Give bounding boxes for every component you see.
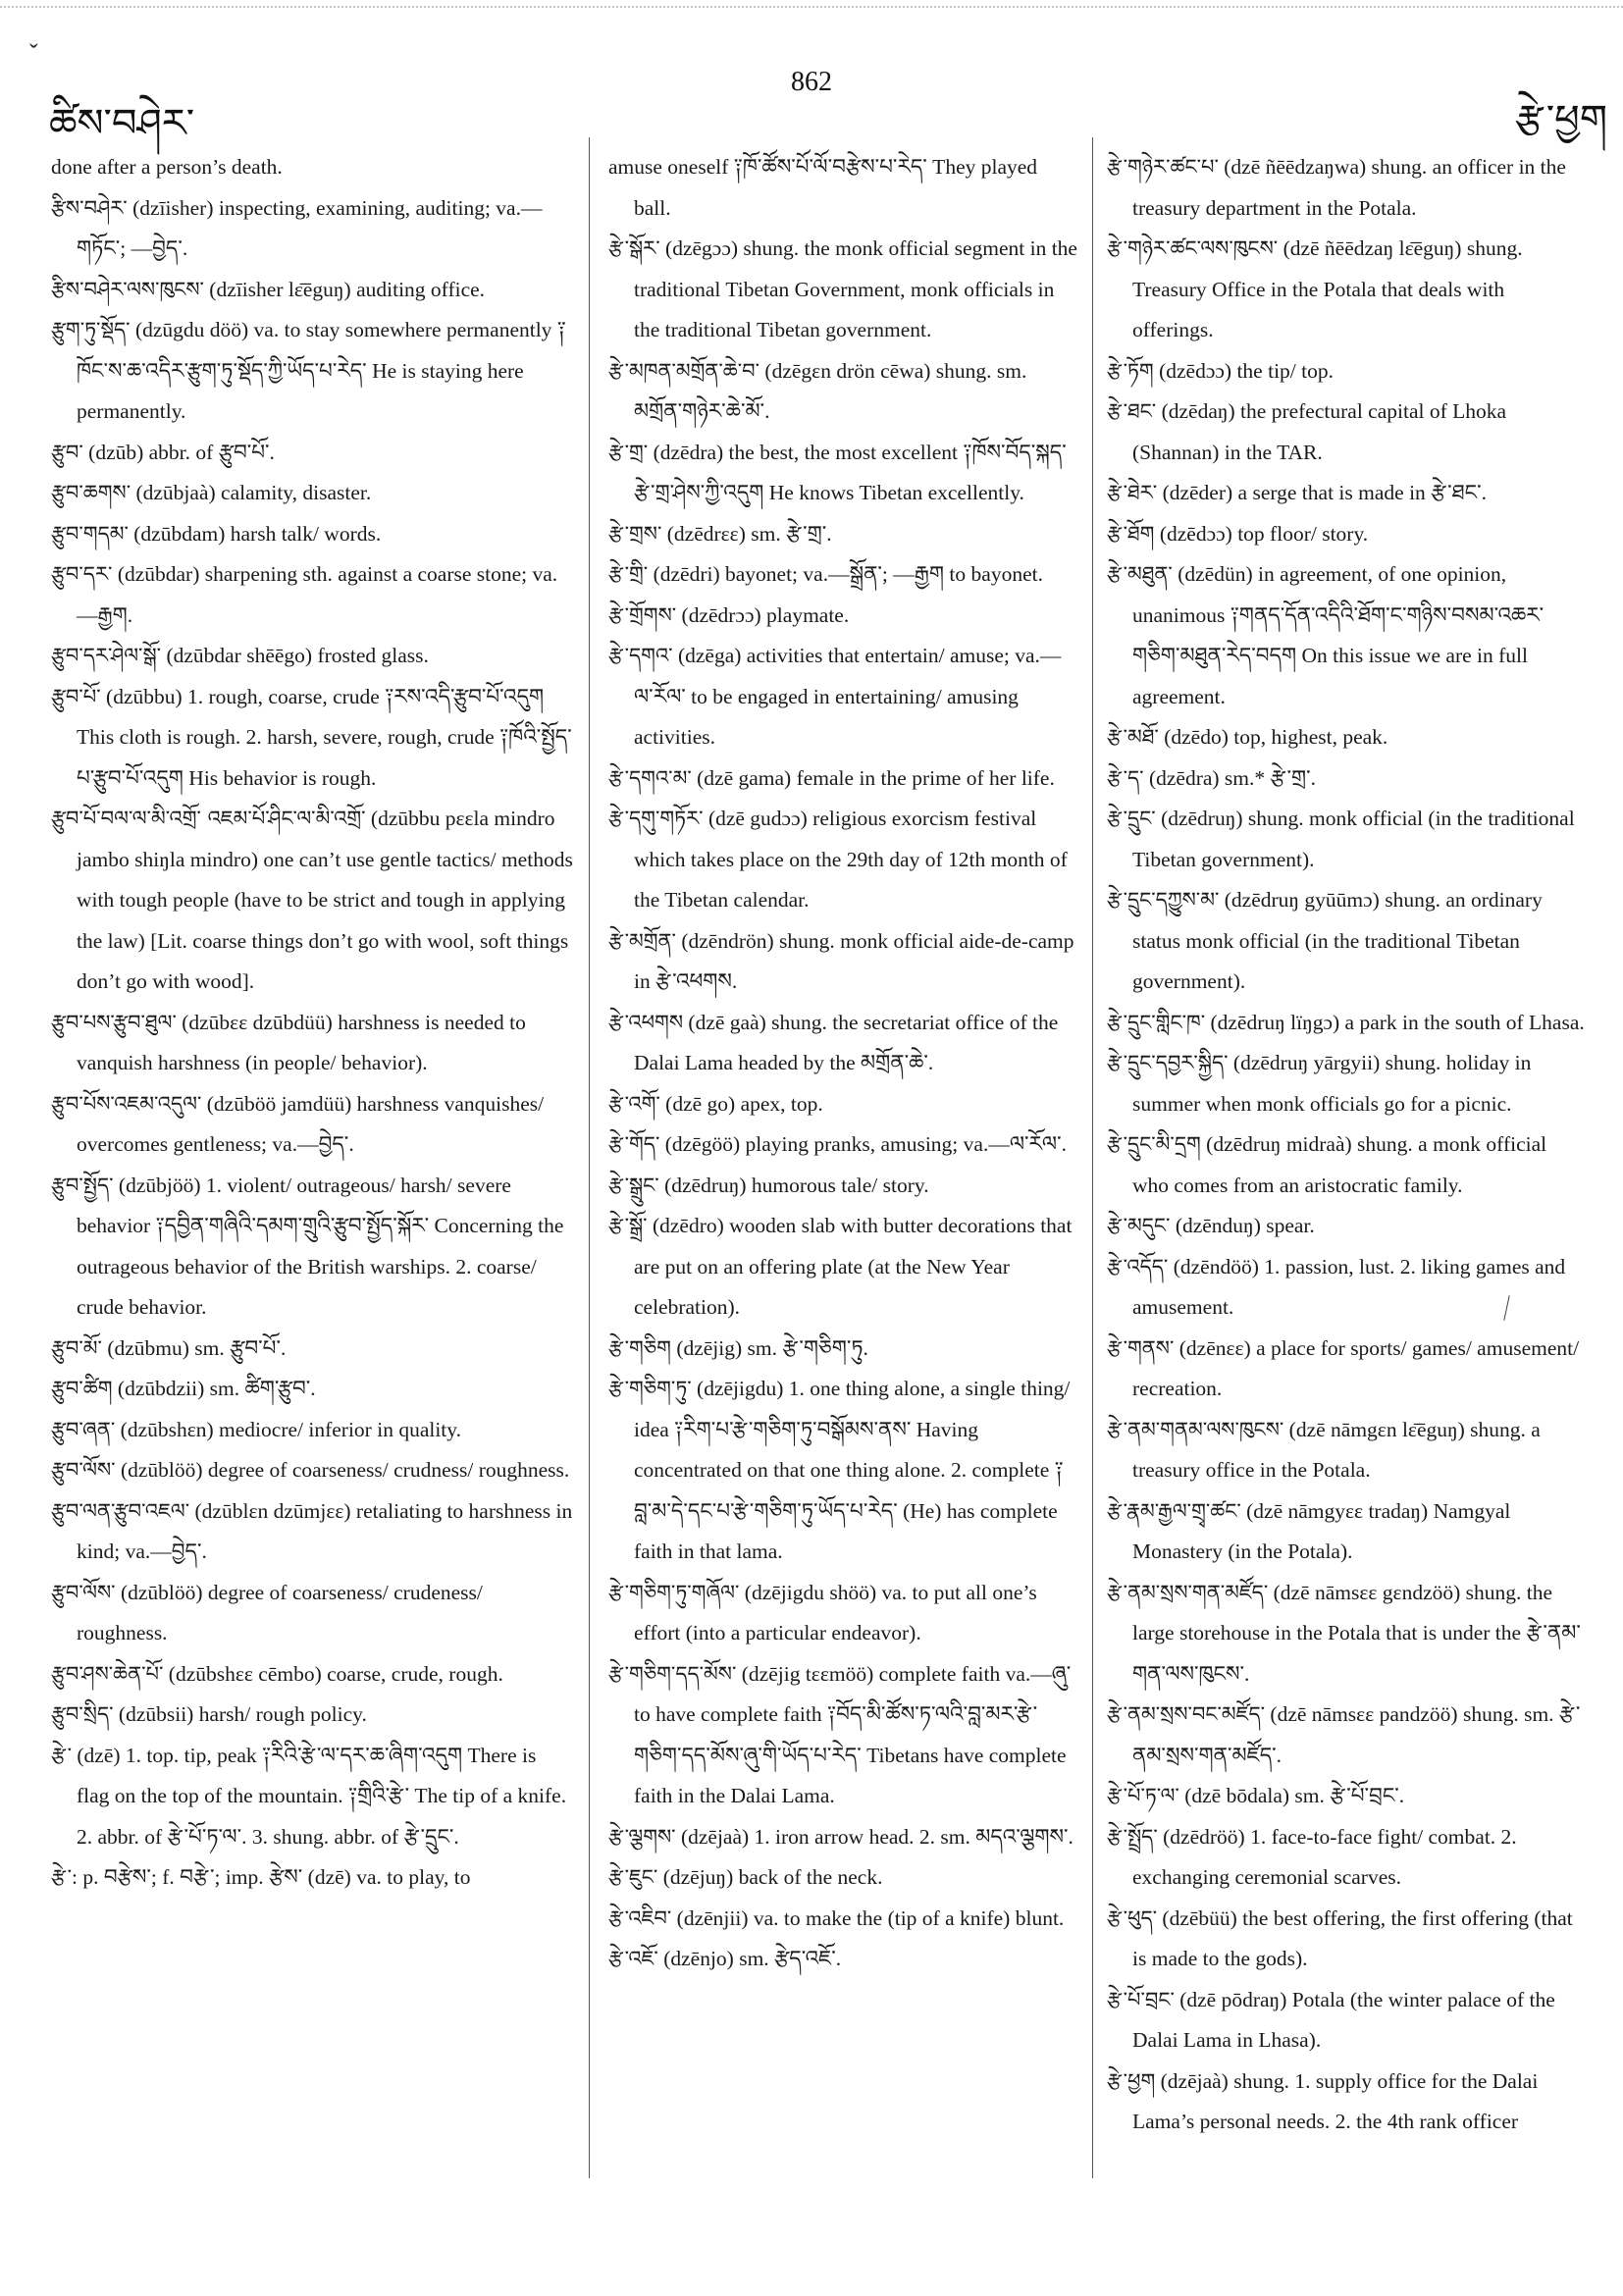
entry-definition: (dzūbdar) sharpening sth. against a coarse stone; va.—རྒྱག.	[77, 562, 558, 627]
entry-headword: རྩེ་ལྕགས་	[608, 1824, 676, 1849]
entry-headword: རྩེ་པོ་བྲང་	[1107, 1987, 1175, 2011]
entry-headword: རྩེ་ནམ་སྲས་བང་མཛོད་	[1107, 1702, 1266, 1726]
dictionary-entry	[51, 147, 573, 188]
dictionary-entry	[608, 799, 1079, 921]
dictionary-entry	[608, 1939, 1079, 1980]
entry-definition: (dzūbdam) harsh talk/ words.	[128, 521, 382, 546]
guide-word-right: རྩེ་ཕྱག	[1515, 97, 1607, 142]
dictionary-entry	[608, 229, 1079, 351]
entry-headword: རྩེ་མགྲོན་	[608, 928, 676, 953]
dictionary-entry	[608, 1084, 1079, 1125]
entry-headword: རྩེ་ཐེར་	[1107, 481, 1158, 504]
entry-definition: (dzūbmu) sm. རྩུབ་པོ་.	[101, 1335, 287, 1360]
entry-headword: རྩེ་དགའ་མ་	[608, 765, 692, 790]
entry-headword: རྩེ་གྲ་	[608, 440, 649, 464]
entry-headword: རྩེ་གྲོགས་	[608, 602, 677, 627]
dictionary-entry	[51, 1491, 573, 1573]
entry-definition: (dzē nāmgyɛɛ tradaŋ) Namgyal Monastery (in the Potala).	[1132, 1498, 1511, 1563]
dictionary-entry	[1107, 514, 1588, 555]
entry-headword: རྩེ་པོ་ཏ་ལ་	[1107, 1784, 1179, 1807]
entry-headword: རྩུབ་ལོས་	[51, 1580, 116, 1604]
entry-definition: done after a person’s death.	[51, 155, 283, 179]
entry-headword: རྩེ་དྲུང་མི་དྲག	[1107, 1132, 1201, 1156]
entry-definition: (dzūbsii) harsh/ rough policy.	[113, 1702, 367, 1726]
dictionary-entry	[1107, 1043, 1588, 1124]
entry-headword: རྩུབ་པོས་འཇམ་འདུལ་	[51, 1091, 202, 1116]
dictionary-entry	[608, 351, 1079, 433]
entry-definition: (dzūbbu) 1. rough, coarse, crude ༑རས་འདི་རྩུབ་པོ་འདུག This cloth is rough. 2. harsh, severe, rough, crude ༑ཁོའི་སྤྱོད་པ་རྩུབ་པོ་འདུག His behavior is rough.	[77, 684, 572, 790]
entry-headword: རྩུབ་ཚིག	[51, 1377, 113, 1400]
entry-definition: (dzēdɔɔ) top floor/ story.	[1154, 521, 1369, 546]
entry-definition: (dzūbshɛn) mediocre/ inferior in quality.	[115, 1417, 462, 1441]
guide-word-left: ཚིས་བཤེར་	[49, 101, 195, 146]
entry-headword: རྩེ་འཇིབ་	[608, 1905, 672, 1930]
entry-definition: (dzūbshɛɛ cēmbo) coarse, crude, rough.	[163, 1661, 503, 1686]
dictionary-entry	[1107, 1329, 1588, 1410]
entry-headword: རྩེ་གཅིག	[608, 1335, 671, 1360]
entry-definition: (dzēnjo) sm. རྩེད་འཇོ་.	[657, 1947, 842, 1970]
entry-headword: རྩུབ་སྤྱོད་	[51, 1173, 114, 1197]
entry-definition: (dzē gaà) shung. the secretariat office of the Dalai Lama headed by the མགྲོན་ཆེ་.	[634, 1010, 1059, 1074]
entry-headword: རྩེ་དགུ་གཏོར་	[608, 807, 704, 830]
dictionary-entry	[608, 147, 1079, 229]
entry-definition: (dzēdrɛɛ) sm. རྩེ་གྲ་.	[661, 521, 832, 546]
entry-definition: (dzēdruŋ midraà) shung. a monk official who comes from an aristocratic family.	[1132, 1132, 1547, 1197]
entry-headword: རྩེ་མཁན་མགྲོན་ཆེ་བ་	[608, 358, 760, 383]
entry-headword: རྩེ་ཇུང་	[608, 1865, 658, 1889]
entry-definition: (dzēdruŋ gyūūmɔ) shung. an ordinary status monk official (in the traditional Tibetan government).	[1132, 888, 1543, 993]
column-divider	[589, 137, 590, 2178]
entry-headword: རྩེ་གཉེར་ཚང་ལས་ཁུངས་	[1107, 236, 1279, 260]
entry-definition: (dzēdra) the best, the most excellent ༑ཁོས་བོད་སྐད་རྩེ་གྲ་ཤེས་ཀྱི་འདུག He knows Tibetan excellently.	[634, 440, 1067, 504]
dictionary-entry	[51, 1573, 573, 1654]
dictionary-entry	[608, 1857, 1079, 1899]
dictionary-entry	[1107, 1491, 1588, 1573]
top-dotted-rule	[0, 6, 1623, 8]
entry-headword: རྩུབ་ལོས་	[51, 1458, 116, 1482]
entry-definition: (dzūbdzii) sm. ཚིག་རྩུབ་.	[112, 1377, 316, 1400]
entry-definition: : p. བརྩེས་; f. བརྩེ་; imp. རྩེས་ (dzē) va. to play, to	[72, 1865, 471, 1889]
entry-headword: རྩུབ་གདམ་	[51, 521, 129, 546]
dictionary-entry	[1107, 351, 1588, 392]
entry-definition: (dzūgdu döö) va. to stay somewhere permanently ༑ཁོང་ས་ཆ་འདིར་རྩུག་ཏུ་སྡོད་ཀྱི་ཡོད་པ་རེད་ He is staying here permanently.	[77, 318, 566, 423]
entry-headword: རྩེ་སྒོར་	[608, 236, 660, 260]
entry-definition: (dzēdün) in agreement, of one opinion, unanimous ༑གནད་དོན་འདིའི་ཐོག་ང་གཉིས་བསམ་འཆར་གཅིག་མཐུན་རེད་བདག On this issue we are in full agreement.	[1132, 562, 1544, 708]
dictionary-entry	[608, 636, 1079, 758]
entry-definition: (dzēdri) bayonet; va.—སྒྲོན་; —རྒྱག to bayonet.	[648, 562, 1043, 586]
dictionary-entry	[51, 554, 573, 636]
dictionary-entry	[1107, 799, 1588, 880]
dictionary-entry	[608, 1206, 1079, 1329]
entry-headword: རྩེ་ཏོག	[1107, 358, 1154, 383]
dictionary-entry	[608, 596, 1079, 637]
dictionary-entry	[51, 1654, 573, 1696]
entry-headword: རྩེ་མདུང་	[1107, 1214, 1171, 1237]
dictionary-entry	[608, 433, 1079, 514]
entry-definition: (dzūbjöö) 1. violent/ outrageous/ harsh/ severe behavior ༑དབྱིན་གཞིའི་དམག་གྲུའི་རྩུབ་སྤྱོད་སྐོར་ Concerning the outrageous behavior of the British warships. 2. coarse/ crude behavior.	[77, 1173, 564, 1319]
column-2	[608, 147, 1079, 2257]
entry-definition: (dzējig) sm. རྩེ་གཅིག་ཏུ.	[670, 1335, 868, 1360]
entry-definition: (dzējaà) 1. iron arrow head. 2. sm. མདའ་ལྕགས་.	[675, 1824, 1073, 1849]
dictionary-entry	[608, 554, 1079, 596]
entry-definition: (dzūblöö) degree of coarseness/ crudness/ roughness.	[115, 1458, 570, 1482]
entry-headword: རྩེ་གཉེར་ཚང་པ་	[1107, 155, 1219, 179]
column-3	[1107, 147, 1588, 2257]
entry-definition: (dzēdrɔɔ) playmate.	[676, 602, 850, 627]
entry-definition: (dzēdra) sm.* རྩེ་གྲ་.	[1143, 765, 1317, 790]
entry-definition: (dzē go) apex, top.	[659, 1091, 823, 1116]
entry-definition: (dzēdruŋ lïŋgɔ) a park in the south of Lhasa.	[1205, 1010, 1585, 1034]
entry-headword: རྩེ་གྲས་	[608, 521, 662, 546]
dictionary-entry	[51, 1857, 573, 1899]
entry-headword: རྩུབ་ཞན་	[51, 1417, 116, 1441]
dictionary-entry	[51, 270, 573, 311]
dictionary-entry	[1107, 1899, 1588, 1980]
entry-headword: རྩུབ་སྲིད་	[51, 1702, 114, 1726]
entry-definition: (dzēdo) top, highest, peak.	[1158, 725, 1388, 749]
entry-headword: རྩེ་དྲུང་	[1107, 807, 1156, 830]
dictionary-entry	[51, 1736, 573, 1858]
dictionary-entry	[51, 1329, 573, 1370]
entry-headword: རྩེ་གྲི་	[608, 562, 649, 586]
entry-headword: རྩིས་བཤེར་	[51, 195, 128, 220]
entry-headword: རྩེ་དགའ་	[608, 644, 673, 667]
dictionary-entry	[51, 473, 573, 514]
dictionary-entry	[1107, 473, 1588, 514]
dictionary-entry	[1107, 1573, 1588, 1696]
entry-definition: (dzēdaŋ) the prefectural capital of Lhoka (Shannan) in the TAR.	[1132, 399, 1507, 464]
entry-headword: རྩེ་སྒྲོ་	[608, 1214, 648, 1237]
entry-definition: (dzūbdar shēēgo) frosted glass.	[161, 644, 429, 667]
entry-definition: (dzē nāmsɛɛ pandzöö) shung. sm. རྩེ་ནམ་སྲས་གན་མཛོད་.	[1132, 1702, 1581, 1767]
entry-headword: རྩེ་འདོད་	[1107, 1254, 1169, 1278]
entry-definition: (dzē ñēēdzaŋ lɛ̄ēguŋ) shung. Treasury Office in the Potala that deals with offerings.	[1132, 236, 1523, 341]
dictionary-entry	[608, 1369, 1079, 1573]
dictionary-entry	[608, 758, 1079, 800]
dictionary-entry	[1107, 1410, 1588, 1491]
column-1	[51, 147, 573, 2257]
entry-headword: རྩེ་གོད་	[608, 1132, 660, 1156]
dictionary-entry	[608, 514, 1079, 555]
entry-definition: (dzējig tɛɛmöö) complete faith va.—ཞུ་ to have complete faith ༑བོད་མི་ཚོས་ཏ་ལའི་བླ་མར་རྩེ་གཅིག་དད་མོས་ཞུ་གི་ཡོད་པ་རེད་ Tibetans have complete faith in the Dalai Lama.	[634, 1661, 1072, 1807]
entry-definition: (dzējigdu) 1. one thing alone, a single thing/ idea ༑རིག་པ་རྩེ་གཅིག་ཏུ་བསྒོམས་ནས་ Having concentrated on that one thing alone. 2. complete ༑བླ་མ་དེ་དང་པ་རྩེ་གཅིག་ཏུ་ཡོད་པ་རེད་ (He) has complete faith in that lama.	[634, 1377, 1071, 1563]
entry-definition: (dzēgɔɔ) shung. the monk official segment in the traditional Tibetan Government, monk officials in the traditional Tibetan government.	[634, 236, 1077, 341]
dictionary-entry	[1107, 2061, 1588, 2143]
entry-headword: རྩེ་འཇོ་	[608, 1947, 658, 1970]
column-divider	[1092, 137, 1093, 2178]
entry-headword: རྩེ་ད་	[1107, 765, 1144, 790]
entry-definition: (dzīisher) inspecting, examining, auditing; va.—གཏོང་; —བྱེད་.	[77, 195, 543, 260]
dictionary-entry	[1107, 147, 1588, 229]
dictionary-entry	[51, 188, 573, 270]
entry-headword: རྩུབ་ལན་རྩུབ་འཇལ་	[51, 1498, 190, 1523]
entry-headword: རྩེ་ནམ་གནམ་ལས་ཁུངས་	[1107, 1417, 1284, 1441]
entry-headword: རྩུབ་ཤས་ཆེན་པོ་	[51, 1661, 164, 1686]
entry-definition: (dzēnduŋ) spear.	[1170, 1214, 1315, 1237]
entry-definition: (dzēdröö) 1. face-to-face fight/ combat. 2. exchanging ceremonial scarves.	[1132, 1824, 1517, 1889]
dictionary-entry	[51, 433, 573, 474]
dictionary-entry	[608, 1573, 1079, 1654]
dictionary-entry	[51, 1084, 573, 1166]
entry-definition: (dzē pōdraŋ) Potala (the winter palace of the Dalai Lama in Lhasa).	[1132, 1987, 1555, 2052]
entry-definition: (dzēdruŋ yārgyii) shung. holiday in summer when monk officials go for a picnic.	[1132, 1051, 1532, 1116]
entry-definition: (dzēdro) wooden slab with butter decorations that are put on an offering plate (at the New Year celebration).	[634, 1214, 1073, 1319]
dictionary-entry	[1107, 229, 1588, 351]
entry-headword: རྩིས་བཤེར་ལས་ཁུངས་	[51, 277, 204, 301]
dictionary-entry	[51, 1003, 573, 1084]
entry-definition: (dzūb) abbr. of རྩུབ་པོ་.	[82, 440, 275, 464]
entry-definition: (dzēder) a serge that is made in རྩེ་ཐང་.	[1157, 481, 1487, 504]
entry-headword: རྩེ་གཅིག་ཏུ་	[608, 1377, 692, 1400]
dictionary-entry	[1107, 391, 1588, 473]
dictionary-entry	[1107, 1776, 1588, 1817]
corner-mark: ˇ	[29, 39, 38, 68]
entry-headword: རྩེ་	[51, 1743, 72, 1767]
dictionary-entry	[608, 1817, 1079, 1858]
entry-definition: (dzūblɛn dzūmjɛɛ) retaliating to harshness in kind; va.—བྱེད་.	[77, 1498, 573, 1563]
entry-headword: རྩུབ་མོ་	[51, 1335, 102, 1360]
entry-headword: རྩེ་ཐོག	[1107, 521, 1155, 546]
entry-headword: རྩེ་དྲུང་དབྱར་སྐྱིད་	[1107, 1051, 1229, 1074]
dictionary-entry	[1107, 1003, 1588, 1044]
dictionary-entry	[51, 677, 573, 800]
entry-definition: (dzīisher lɛ̄ēguŋ) auditing office.	[203, 277, 486, 301]
entry-headword: རྩུབ་པས་རྩུབ་ཐུལ་	[51, 1010, 177, 1034]
dictionary-entry	[608, 1329, 1079, 1370]
entry-definition: (dzējuŋ) back of the neck.	[657, 1865, 883, 1889]
dictionary-entry	[1107, 1247, 1588, 1329]
entry-headword: རྩེ་གཅིག་ཏུ་གཞོལ་	[608, 1580, 740, 1604]
entry-definition: (dzē bōdala) sm. རྩེ་པོ་བྲང་.	[1178, 1784, 1405, 1807]
entry-definition: (dzēdruŋ) humorous tale/ story.	[658, 1173, 929, 1197]
dictionary-entry	[608, 1124, 1079, 1166]
entry-definition: (dzēdruŋ) shung. monk official (in the traditional Tibetan government).	[1132, 807, 1575, 871]
entry-headword: རྩེ་དྲུང་གླིང་ཁ་	[1107, 1010, 1206, 1034]
dictionary-entry	[608, 1654, 1079, 1817]
entry-definition: (dzēga) activities that entertain/ amuse; va.—ལ་རོལ་ to be engaged in entertaining/ amusing activities.	[634, 644, 1062, 749]
entry-headword: རྩེ་འགོ་	[608, 1091, 660, 1116]
entry-definition: (dzē) 1. top. tip, peak ༑རིའི་རྩེ་ལ་དར་ཆ་ཞིག་འདུག There is flag on the top of the mountain. ༑གྲིའི་རྩེ་ The tip of a knife. 2. abbr. of རྩེ་པོ་ཏ་ལ་. 3. shung. abbr. of རྩེ་དྲུང་.	[72, 1743, 567, 1849]
dictionary-entry	[51, 1695, 573, 1736]
entry-definition: (dzē gudɔɔ) religious exorcism festival which takes place on the 29th day of 12th month of the Tibetan calendar.	[634, 807, 1068, 912]
entry-definition: amuse oneself ༑ཁོ་ཚོས་པོ་ལོ་བརྩེས་པ་རེད་ They played ball.	[608, 155, 1038, 220]
dictionary-entry	[1107, 1124, 1588, 1206]
entry-definition: (dzē nāmgɛn lɛ̄ēguŋ) shung. a treasury office in the Potala.	[1132, 1417, 1541, 1482]
entry-definition: (dzēgöö) playing pranks, amusing; va.—ལ་རོལ་.	[659, 1132, 1067, 1156]
dictionary-entry	[51, 514, 573, 555]
entry-definition: (dzēndrön) shung. monk official aide-de-camp in རྩེ་འཕགས.	[634, 928, 1074, 993]
dictionary-entry	[1107, 880, 1588, 1003]
dictionary-entry	[1107, 717, 1588, 758]
entry-headword: རྩེ་	[51, 1865, 72, 1889]
dictionary-entry	[1107, 1980, 1588, 2061]
dictionary-entry	[608, 1899, 1079, 1940]
entry-headword: རྩེ་མཐོ་	[1107, 725, 1159, 749]
entry-definition: (dzējigdu shöö) va. to put all one’s effort (into a particular endeavor).	[634, 1580, 1037, 1644]
dictionary-entry	[1107, 554, 1588, 717]
entry-headword: རྩུབ་པོ་	[51, 684, 101, 708]
dictionary-entry	[1107, 1695, 1588, 1776]
entry-definition: (dzē nāmsɛɛ gɛndzöö) shung. the large storehouse in the Potala that is under the རྩེ་ནམ་གན་ལས་ཁུངས་.	[1132, 1580, 1581, 1686]
dictionary-entry	[51, 1369, 573, 1410]
entry-headword: རྩུག་ཏུ་སྡོད་	[51, 318, 131, 341]
entry-headword: རྩུབ་དར་ཤེལ་སྒོ་	[51, 644, 162, 667]
dictionary-entry	[608, 1003, 1079, 1084]
dictionary-entry	[51, 310, 573, 433]
entry-definition: (dzēbüü) the best offering, the first offering (that is made to the gods).	[1132, 1905, 1573, 1970]
entry-definition: (dzēnjii) va. to make the (tip of a knife) blunt.	[671, 1905, 1065, 1930]
entry-headword: རྩེ་རྣམ་རྒྱལ་གྲྭ་ཚང་	[1107, 1498, 1241, 1523]
entry-definition: (dzūbjaà) calamity, disaster.	[131, 481, 372, 504]
dictionary-entry	[1107, 1817, 1588, 1899]
entry-headword: རྩེ་ནམ་སྲས་གན་མཛོད་	[1107, 1580, 1269, 1604]
entry-definition: (dzūböö jamdüü) harshness vanquishes/ overcomes gentleness; va.—བྱེད་.	[77, 1091, 545, 1156]
dictionary-entry	[51, 1450, 573, 1491]
dictionary-entry	[51, 1410, 573, 1451]
entry-definition: (dzē gama) female in the prime of her life.	[691, 765, 1055, 790]
entry-definition: (dzēnɛɛ) a place for sports/ games/ amusement/ recreation.	[1132, 1335, 1580, 1400]
entry-definition: (dzējaà) shung. 1. supply office for the Dalai Lama’s personal needs. 2. the 4th rank officer	[1132, 2068, 1539, 2133]
dictionary-entry	[51, 636, 573, 677]
entry-headword: རྩུབ་	[51, 440, 83, 464]
entry-headword: རྩེ་གནས་	[1107, 1335, 1175, 1360]
entry-headword: རྩེ་ཐང་	[1107, 399, 1157, 423]
entry-definition: (dzēgɛn drön cēwa) shung. sm. མགྲོན་གཉེར་ཆེ་མོ་.	[634, 358, 1027, 423]
entry-headword: རྩེ་མཐུན་	[1107, 562, 1173, 586]
entry-definition: (dzūblöö) degree of coarseness/ crudeness/ roughness.	[77, 1580, 483, 1644]
entry-headword: རྩེ་སྤྲོད་	[1107, 1824, 1158, 1849]
entry-headword: རྩུབ་པོ་བལ་ལ་མི་འགྲོ་ འཇམ་པོ་ཤིང་ལ་མི་འགྲོ་	[51, 807, 366, 830]
dictionary-entry	[608, 921, 1079, 1003]
entry-headword: རྩུབ་ཆགས་	[51, 481, 131, 504]
entry-headword: རྩེ་ཕུད་	[1107, 1905, 1158, 1930]
entry-headword: རྩེ་གཅིག་དད་མོས་	[608, 1661, 737, 1686]
dictionary-entry	[51, 1166, 573, 1329]
dictionary-entry	[1107, 758, 1588, 800]
entry-headword: རྩེ་ཕྱག	[1107, 2068, 1156, 2093]
entry-headword: རྩུབ་དར་	[51, 562, 113, 586]
entry-definition: (dzēndöö) 1. passion, lust. 2. liking games and amusement.	[1132, 1254, 1566, 1319]
entry-definition: (dzē ñēēdzaŋwa) shung. an officer in the treasury department in the Potala.	[1132, 155, 1566, 220]
page-number: 862	[791, 67, 832, 97]
dictionary-entry	[608, 1166, 1079, 1207]
entry-headword: རྩེ་འཕགས	[608, 1010, 684, 1034]
entry-definition: (dzēdɔɔ) the tip/ top.	[1153, 358, 1334, 383]
dictionary-entry	[51, 799, 573, 1003]
entry-headword: རྩེ་དྲུང་དཀྱུས་མ་	[1107, 888, 1220, 912]
dictionary-entry	[1107, 1206, 1588, 1247]
entry-definition: (dzūbbu pɛɛla mindro jambo shiŋla mindro) one can’t use gentle tactics/ methods with tough people (have to be strict and tough in applying the law) [Lit. coarse things don’t go with wool, soft things don’t go with wood].	[77, 807, 573, 993]
entry-definition: (dzūbɛɛ dzūbdüü) harshness is needed to vanquish harshness (in people/ behavior).	[77, 1010, 526, 1074]
entry-headword: རྩེ་སྒྲུང་	[608, 1173, 659, 1197]
